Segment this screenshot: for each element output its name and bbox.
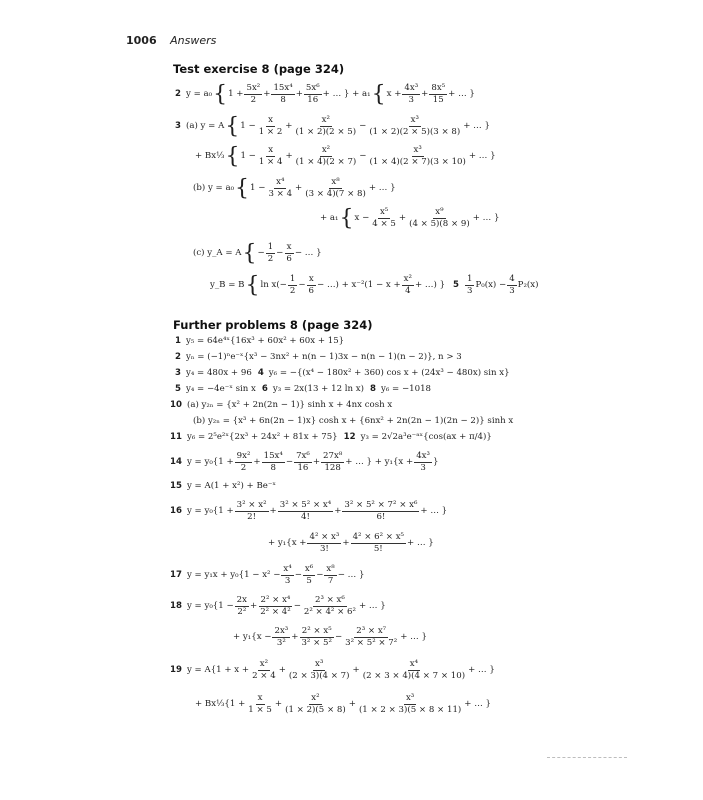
fraction: $\frac{\text{x⁶}}{5}$: [304, 564, 314, 586]
answer-f19: 19 y = A{1 + x + $\frac{\text{x²}}{2 \times 4}$ + $\frac{\text{x³}}{(2 \times 3)(4 \times 7)}$ + $\frac{\text{x⁴}}{(2 \times 3 \times 4)(4 \times 7 \times 10)}$ + … }: [170, 659, 495, 681]
answer-number: 4: [257, 368, 264, 378]
eq-text: y_B = B: [210, 280, 245, 290]
page-number: 1006: [126, 34, 157, 47]
eq-text: y = y₀{1 +: [186, 457, 234, 467]
answer-f1: [175, 336, 344, 347]
answer-number: 3: [175, 121, 181, 131]
answer-number: 3: [175, 368, 181, 378]
fraction: $\frac{\text{5x⁶}}{16}$: [305, 83, 320, 105]
fraction: $\frac{1}{3}$: [467, 274, 473, 296]
eq-text: y₆ = 2⁵e²ˣ{2x³ + 24x² + 81x + 75}: [186, 432, 338, 442]
answer-3b: (b) y = a₀ { 1 − $\frac{\text{x⁴}}{3 \times 4}$ + $\frac{\text{x⁸}}{(3 \times 4)(7 \times 8)}$ + … }: [193, 175, 396, 201]
brace: {: [225, 113, 240, 139]
eq-text: y₄ = −4e⁻ˣ sin x: [185, 384, 256, 394]
fraction: $\frac{\text{x³}}{(2 \times 3)(4 \times 7)}$: [288, 659, 350, 681]
eq-text: + … }: [420, 506, 448, 516]
answer-f16-cont: + y₁{x + $\frac{\text{4² × x³}}{3!}$ + $\frac{\text{4² × 6² × x⁵}}{5!}$ + … }: [268, 532, 434, 554]
fraction: $\frac{x}{1 \times 2}$: [258, 115, 283, 137]
fraction: $\frac{\text{2² × x⁵}}{\text{3² × 5²}}$: [301, 626, 332, 648]
answer-f19-cont: + Bx⅓{1 + $\frac{x}{1 \times 5}$ + $\frac{\text{x²}}{(1 \times 2)(5 \times 8)}$ + $\frac{\text{x³}}{(1 \times 2 \times 3)(5 \times 8 \times 11)}$ + … }: [195, 693, 492, 715]
eq-text: + … }: [472, 213, 500, 223]
eq-text: 1 −: [240, 121, 256, 131]
answer-number: 2: [175, 352, 181, 362]
eq-text: + … } + a₁: [322, 89, 371, 99]
answer-number: 16: [170, 506, 182, 516]
answer-number: 5: [175, 384, 181, 394]
fraction: $\frac{\text{x⁵}}{4 \times 5}$: [372, 207, 396, 229]
fraction: $\frac{x}{6}$: [308, 274, 315, 296]
eq-text: P₀(x) −: [475, 280, 507, 290]
fraction: $\frac{\text{4x³}}{3}$: [404, 83, 419, 105]
eq-text: + … }: [448, 89, 475, 99]
answer-number: 1: [175, 336, 181, 346]
eq-text: −: [316, 570, 324, 580]
fraction: $\frac{\text{x²}}{(1 \times 4)(2 \times 7)}$: [295, 145, 357, 167]
fraction: $\frac{4}{3}$: [509, 274, 515, 296]
brace: {: [242, 240, 257, 266]
fraction: $\frac{\text{15x⁴}}{8}$: [263, 451, 283, 473]
eq-text: −: [257, 248, 265, 258]
fraction: $\frac{\text{2³ × x⁶}}{\text{2² × 4² × 6²}}$: [303, 595, 356, 617]
eq-text: }: [432, 457, 439, 467]
answer-number: 8: [370, 384, 376, 394]
eq-text: + a₁: [320, 213, 339, 223]
eq-text: y = A{1 + x +: [186, 665, 250, 675]
eq-text: y₃ = 2x(13 + 12 ln x): [272, 384, 364, 394]
fraction: $\frac{1}{2}$: [289, 274, 296, 296]
answer-3b-cont: + a₁ { x − $\frac{\text{x⁵}}{4 \times 5}$ + $\frac{\text{x⁹}}{(4 \times 5)(8 \times 9)}$ + … }: [320, 205, 500, 231]
fraction: $\frac{\text{x⁸}}{(3 \times 4)(7 \times 8)}$: [305, 177, 366, 199]
eq-text: + y₁{x +: [268, 538, 307, 548]
eq-text: (c) y_A = A: [193, 248, 242, 258]
fraction: $\frac{\text{4² × x³}}{3!}$: [309, 532, 340, 554]
answer-number: 14: [170, 457, 182, 467]
fraction: $\frac{\text{9x²}}{2}$: [236, 451, 251, 473]
eq-text: + … }: [468, 665, 495, 675]
fraction: $\frac{\text{x²}}{2 \times 4}$: [252, 659, 276, 681]
eq-text: x −: [354, 213, 370, 223]
eq-text: + … }: [358, 601, 386, 611]
eq-text: 1 −: [240, 151, 256, 161]
eq-text: −: [298, 280, 306, 290]
test-exercise-title: Test exercise 8 (page 324): [173, 62, 345, 76]
eq-text: y₆ = −1018: [380, 384, 432, 394]
answer-number: 10: [170, 400, 182, 410]
fraction: $\frac{\text{2³ × x⁷}}{\text{3² × 5² × 7²}}$: [345, 626, 398, 648]
fraction: $\frac{\text{4² × 6² × x⁵}}{5!}$: [352, 532, 405, 554]
eq-text: y₆ = −{(x⁴ − 180x² + 360) cos x + (24x³ − 480x) sin x}: [268, 368, 510, 378]
answer-3a-cont: + Bx⅓ { 1 − $\frac{x}{1 \times 4}$ + $\frac{\text{x²}}{(1 \times 4)(2 \times 7)}$ − $\frac{\text{x³}}{(1 \times 4)(2 \times 7)(3 \times 10)}$ + … }: [195, 143, 496, 169]
eq-text: + … }: [468, 151, 496, 161]
answer-f15: [170, 481, 276, 492]
fraction: $\frac{\text{x⁹}}{(4 \times 5)(8 \times 9)}$: [409, 207, 470, 229]
fraction: $\frac{\text{x³}}{(1 \times 2 \times 3)(5 \times 8 \times 11)}$: [358, 693, 462, 715]
eq-text: + y₁{x −: [233, 632, 272, 642]
answer-f18-cont: + y₁{x − $\frac{\text{2x³}}{\text{3²}}$ + $\frac{\text{2² × x⁵}}{\text{3² × 5²}}$ − $\frac{\text{2³ × x⁷}}{\text{3² × 5² × 7²}}$ + … }: [233, 626, 427, 648]
answer-f10b: [193, 416, 513, 427]
brace: {: [339, 205, 354, 231]
answer-number: 11: [170, 432, 182, 442]
fraction: $\frac{1}{2}$: [267, 242, 274, 264]
eq-text: + Bx⅓{1 +: [195, 699, 246, 709]
fraction: $\frac{\text{x³}}{(1 \times 2)(2 \times 5)(3 \times 8)}$: [369, 115, 461, 137]
answer-f18: 18 y = y₀{1 − $\frac{2x}{\text{2²}}$ + $\frac{\text{2² × x⁴}}{\text{2² × 4²}}$ − $\frac{\text{2³ × x⁶}}{\text{2² × 4² × 6²}}$ + … }: [170, 595, 386, 617]
eq-text: y = A(1 + x²) + Be⁻ˣ: [186, 481, 277, 491]
running-head: [126, 34, 216, 47]
eq-text: y = y₀{1 +: [186, 506, 234, 516]
eq-text: −: [293, 601, 301, 611]
eq-text: + … } + y₁{x +: [345, 457, 414, 467]
answer-number: 18: [170, 601, 182, 611]
fraction: $\frac{\text{2² × x⁴}}{\text{2² × 4²}}$: [260, 595, 291, 617]
brace: {: [371, 81, 386, 107]
eq-text: −: [285, 457, 294, 467]
fraction: $\frac{\text{3² × 5² × 7² × x⁶}}{6!}$: [344, 500, 418, 522]
brace: {: [225, 143, 240, 169]
eq-text: (b) y = a₀: [193, 183, 235, 193]
eq-text: y = a₀: [185, 89, 213, 99]
eq-text: (b) y₂ₙ = {x³ + 6n(2n − 1)x} cosh x + {6nx² + 2n(2n − 1)(2n − 2)} sinh x: [193, 416, 514, 426]
brace: {: [213, 81, 228, 107]
eq-text: x +: [386, 89, 402, 99]
eq-text: − … }: [337, 570, 365, 580]
page-footer-dashes: [547, 757, 627, 760]
fraction: $\frac{\text{x²}}{4}$: [403, 274, 412, 296]
eq-text: yₙ = (−1)ⁿe⁻ˣ{x³ − 3nx² + n(n − 1)3x − n(n − 1)(n − 2)}, n > 3: [185, 352, 462, 362]
answer-number: 5: [453, 280, 460, 290]
fraction: $\frac{x}{6}$: [286, 242, 292, 264]
eq-text: 1 +: [228, 89, 244, 99]
fraction: $\frac{\text{x²}}{(1 \times 2)(2 \times 5)}$: [295, 115, 357, 137]
fraction: $\frac{\text{x²}}{(1 \times 2)(5 \times 8)}$: [285, 693, 346, 715]
fraction: $\frac{\text{8x⁵}}{15}$: [431, 83, 446, 105]
eq-text: + …) }: [414, 280, 446, 290]
answer-f3-f4: [175, 368, 510, 379]
eq-text: −: [276, 248, 284, 258]
eq-text: + … }: [407, 538, 434, 548]
answer-f16: 16 y = y₀{1 + $\frac{\text{3² × x²}}{2!}$ + $\frac{\text{3² × 5² × x⁴}}{4!}$ + $\frac{\text{3² × 5² × 7² × x⁶}}{6!}$ + … }: [170, 500, 448, 522]
eq-text: 1 −: [250, 183, 266, 193]
answer-number: 15: [170, 481, 182, 491]
eq-text: y₅ = 64e⁴ˣ{16x³ + 60x² + 60x + 15}: [185, 336, 345, 346]
answer-f2: [175, 352, 462, 363]
fraction: $\frac{\text{4x³}}{3}$: [416, 451, 430, 473]
eq-text: −: [294, 570, 302, 580]
eq-text: y₄ = 480x + 96: [185, 368, 252, 378]
fraction: $\frac{\text{3² × x²}}{2!}$: [236, 500, 267, 522]
fraction: $\frac{\text{3² × 5² × x⁴}}{4!}$: [279, 500, 332, 522]
fraction: $\frac{x}{1 \times 5}$: [248, 693, 272, 715]
fraction: $\frac{\text{7x⁶}}{16}$: [296, 451, 310, 473]
eq-text: (a) y₂ₙ = {x² + 2n(2n − 1)} sinh x + 4nx cosh x: [186, 400, 393, 410]
answer-f11-f12: [170, 432, 492, 443]
eq-text: + … }: [464, 699, 492, 709]
eq-text: y = y₀{1 −: [186, 601, 234, 611]
answer-number: 17: [170, 570, 182, 580]
answer-f14: 14 y = y₀{1 + $\frac{\text{9x²}}{2}$ + $\frac{\text{15x⁴}}{8}$ − $\frac{\text{7x⁶}}{16}$ + $\frac{\text{27x⁸}}{128}$ + … } + y₁{x + $\frac{\text{4x³}}{3}$ }: [170, 451, 439, 473]
answer-f17: [170, 565, 364, 586]
brace: {: [245, 272, 260, 298]
fraction: $\frac{\text{x³}}{(1 \times 4)(2 \times 7)(3 \times 10)}$: [369, 145, 466, 167]
eq-text: y = y₁x + y₀{1 − x² −: [186, 570, 281, 580]
further-problems-title: Further problems 8 (page 324): [173, 318, 373, 332]
answer-number: 6: [261, 384, 268, 394]
answer-number: 2: [175, 89, 181, 99]
fraction: $\frac{\text{5x²}}{2}$: [246, 83, 261, 105]
fraction: $\frac{\text{15x⁴}}{8}$: [273, 83, 293, 105]
answer-3c: [193, 240, 322, 266]
eq-text: − … }: [294, 248, 322, 258]
fraction: $\frac{\text{x⁴}}{3 \times 4}$: [268, 177, 293, 199]
eq-text: ln x(−: [260, 280, 287, 290]
brace: {: [235, 175, 250, 201]
answer-f10a: [170, 400, 392, 411]
fraction: $\frac{\text{27x⁸}}{128}$: [323, 451, 343, 473]
answer-f5-f6-f8: [175, 384, 431, 395]
fraction: $\frac{2x}{\text{2²}}$: [236, 595, 247, 617]
eq-text: − …) + x⁻²(1 − x +: [317, 280, 401, 290]
answer-number: 12: [343, 432, 356, 442]
section-name: Answers: [170, 34, 217, 47]
fraction: $\frac{\text{2x³}}{\text{3²}}$: [274, 626, 289, 648]
fraction: $\frac{\text{x⁴}}{3}$: [283, 564, 292, 586]
answer-number: 19: [170, 665, 182, 675]
eq-text: y₃ = 2√2a³e⁻ᵃˣ{cos(ax + π/4)}: [360, 432, 492, 442]
answer-3a: 3 (a) y = A { 1 − $\frac{x}{1 \times 2}$ + $\frac{\text{x²}}{(1 \times 2)(2 \times 5)}$ − $\frac{\text{x³}}{(1 \times 2)(2 \times 5)(3 \times 8)}$ + … }: [175, 113, 490, 139]
eq-text: −: [334, 632, 343, 642]
fraction: $\frac{\text{x⁸}}{7}$: [326, 564, 335, 586]
fraction: $\frac{\text{x⁴}}{(2 \times 3 \times 4)(4 \times 7 \times 10)}$: [362, 659, 466, 681]
eq-text: P₂(x): [517, 280, 539, 290]
eq-text: (a) y = A: [185, 121, 225, 131]
answer-3c-cont: [210, 272, 539, 298]
eq-text: + Bx⅓: [195, 151, 225, 161]
answer-2: 2 y = a₀ { 1 + $\frac{\text{5x²}}{2}$ + $\frac{\text{15x⁴}}{8}$ + $\frac{\text{5x⁶}}{16}$ + … } + a₁ { x + $\frac{\text{4x³}}{3}$ + $\frac{\text{8x⁵}}{15}$ + … }: [175, 81, 475, 107]
fraction: $\frac{x}{1 \times 4}$: [258, 145, 283, 167]
eq-text: + … }: [463, 121, 490, 131]
eq-text: + … }: [368, 183, 396, 193]
eq-text: + … }: [400, 632, 427, 642]
